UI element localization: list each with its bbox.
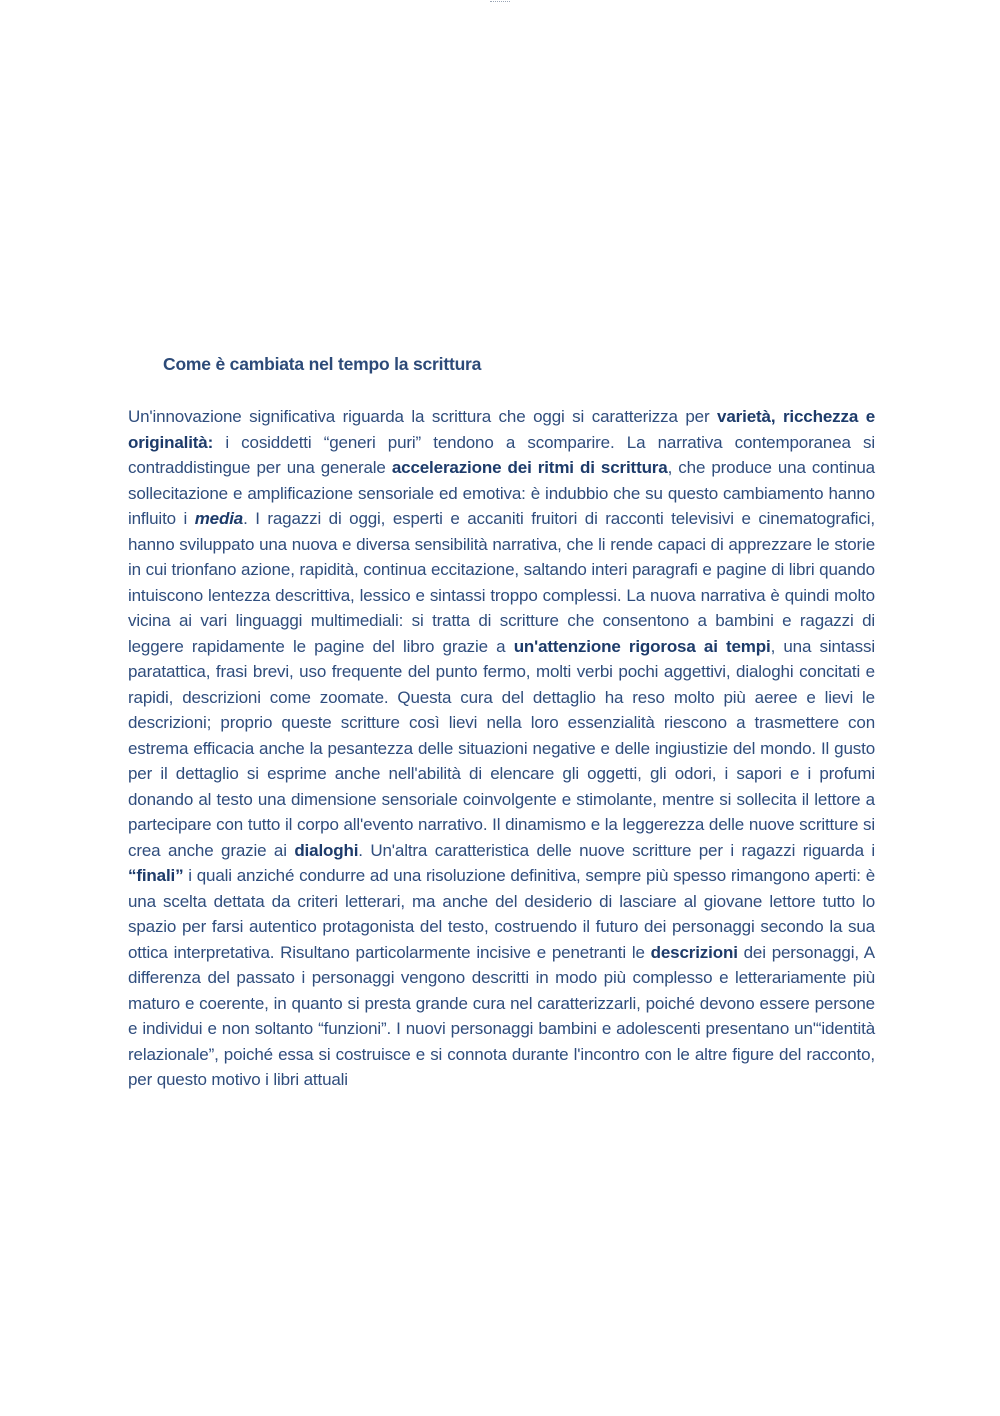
emphasis-run: media xyxy=(194,509,244,528)
text-run: i quali anziché condurre ad una risoluzione definitiva, sempre più spesso rimangono aperti: è una scelta dettata da criteri letterari, ma anche del desiderio di lasciare al giovane lettore tutto lo spazio per farsi autentico protagonista del testo, costruendo il futuro dei personaggi secondo la sua ottica interpretativa. Risultano particolarmente incisive e penetranti le xyxy=(128,866,875,962)
emphasis-run: dialoghi xyxy=(294,840,359,860)
emphasis-run: “finali” xyxy=(128,866,184,885)
text-run: . Un'altra caratteristica delle nuove scritture per i ragazzi riguarda i xyxy=(358,840,875,860)
emphasis-run: accelerazione dei ritmi di scrittura xyxy=(391,458,668,477)
text-run: i cosiddetti “generi puri” tendono a scomparire. La narrativa contemporanea si contraddistingue per una generale xyxy=(128,432,875,477)
text-run: dei personaggi, A differenza del passato i personaggi vengono descritti in modo più complesso e letterariamente più maturo e coerente, in quanto si presta grande cura nel caratterizzarli, poiché devono essere persone e individui e non soltanto “funzioni”. I nuovi personaggi bambini e adolescenti presentano un'“identità relazionale”, poiché essa si costruisce e si connota durante l'incontro con le altre figure del racconto, per questo motivo i libri attuali xyxy=(128,942,875,1089)
text-run: , che produce una continua sollecitazione e amplificazione sensoriale ed emotiva: è indubbio che su questo cambiamento hanno influito i xyxy=(128,458,875,528)
emphasis-run: descrizioni xyxy=(650,942,738,962)
body-paragraph xyxy=(128,404,875,1093)
emphasis-run: varietà, ricchezza e originalità: xyxy=(128,407,876,452)
text-run: , una sintassi paratattica, frasi brevi, uso frequente del punto fermo, molti verbi pochi aggettivi, dialoghi concitati e rapidi, descrizioni come zoomate. Questa cura del dettaglio ha reso molto più aeree e lievi le descrizioni; proprio queste scritture così lievi nella loro essenzialità riescono a trasmettere con estrema efficacia anche la pesantezza delle situazioni negative e delle ingiustizie del mondo. Il gusto per il dettaglio si esprime anche nell'abilità di elencare gli oggetti, gli odori, i sapori e i profumi donando al testo una dimensione sensoriale coinvolgente e stimolante, mentre si sollecita il lettore a partecipare con tutto il corpo all'evento narrativo. Il dinamismo e la leggerezza delle nuove scritture si crea anche grazie ai xyxy=(128,636,875,860)
emphasis-run: un'attenzione rigorosa ai tempi xyxy=(513,636,771,656)
page-top-mark xyxy=(490,0,510,2)
text-run: . I ragazzi di oggi, esperti e accaniti fruitori di racconti televisivi e cinematografici, hanno sviluppato una nuova e diversa sensibilità narrativa, che li rende capaci di apprezzare le storie in cui trionfano azione, rapidità, continua eccitazione, saltando interi paragrafi e pagine di libri quando intuiscono lentezza descrittiva, lessico e sintassi troppo complessi. La nuova narrativa è quindi molto vicina ai vari linguaggi multimediali: si tratta di scritture che consentono a bambini e ragazzi di leggere rapidamente le pagine del libro grazie a xyxy=(128,509,875,656)
section-heading: Come è cambiata nel tempo la scrittura xyxy=(163,354,482,374)
text-run: Un'innovazione significativa riguarda la scrittura che oggi si caratterizza per xyxy=(128,407,718,426)
